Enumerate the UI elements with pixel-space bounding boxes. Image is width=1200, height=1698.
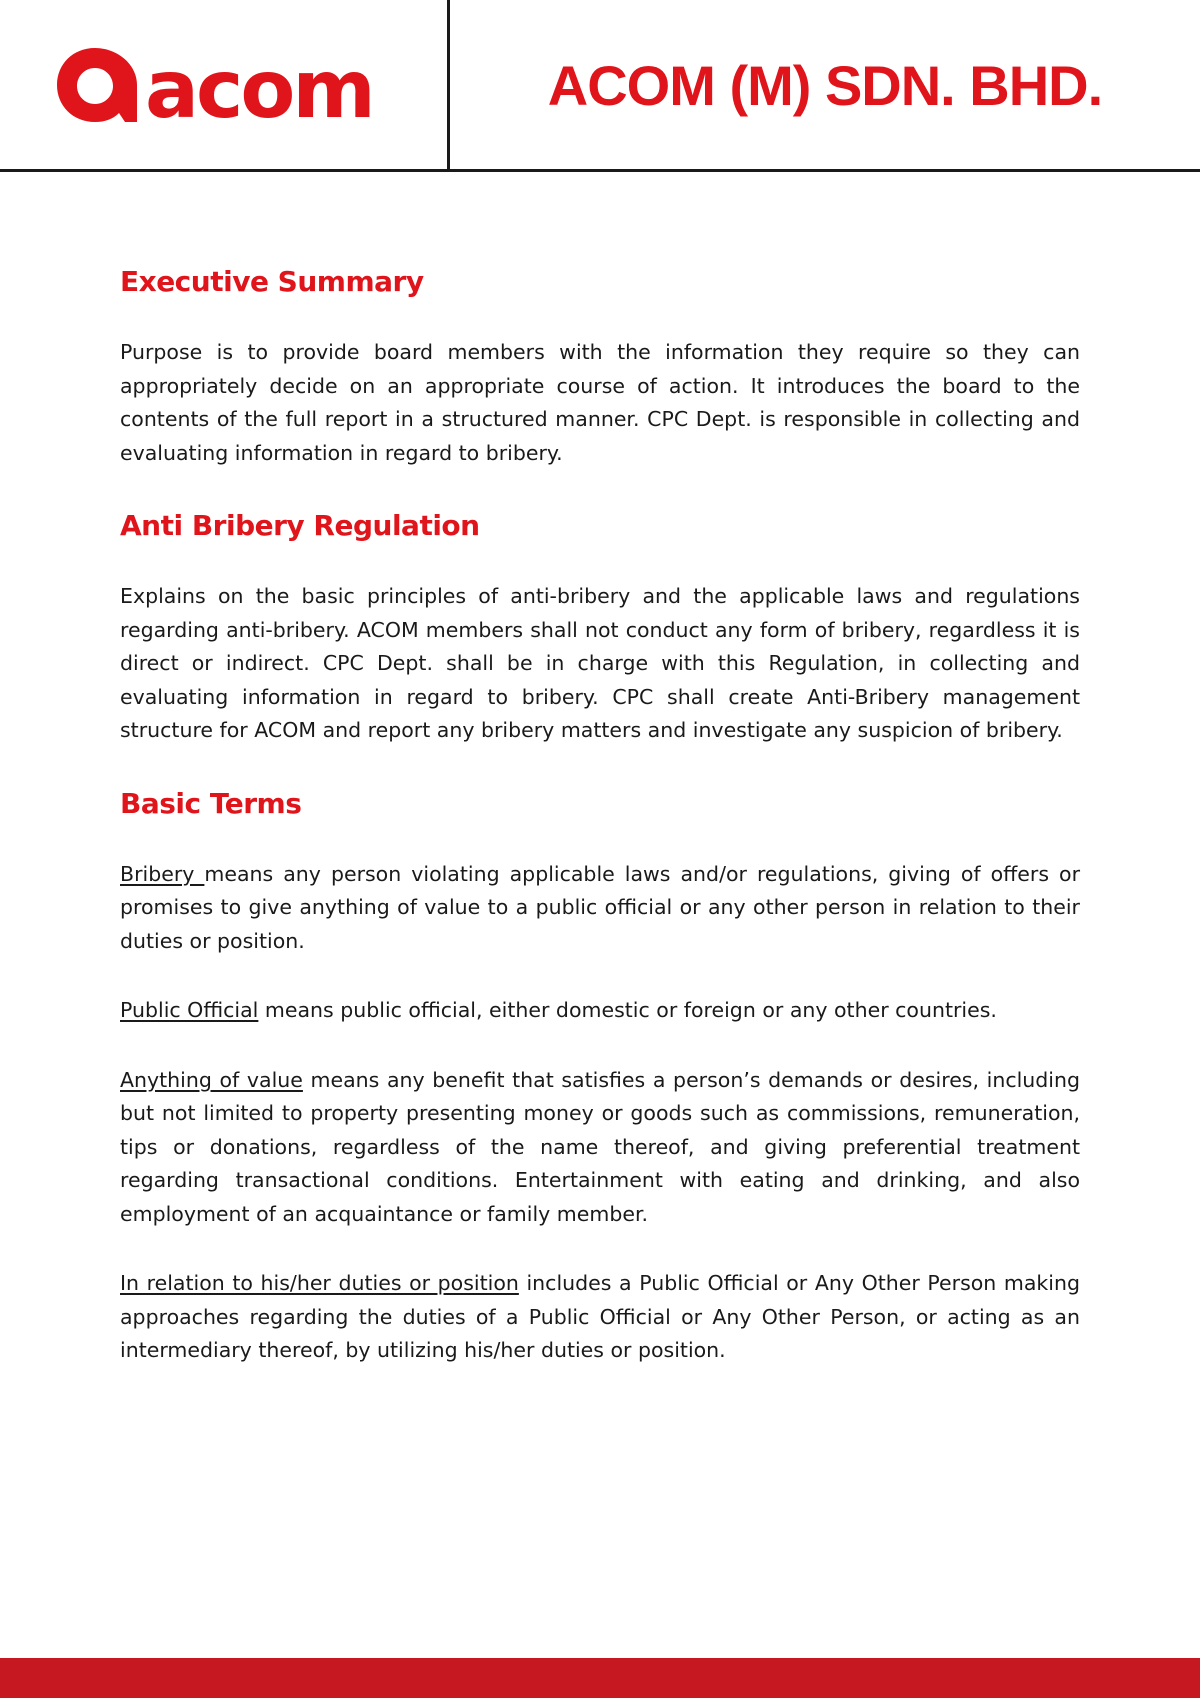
- definition-anything-of-value: means any benefit that satisfies a person’s demands or desires, including but not limited to property presenting money or goods such as commissions, remuneration, tips or donations, regardless of the name thereof, and giving preferential treatment regarding transactional conditions. Entertainment with eating and drinking, and also employment of an acquaintance or family member.: [120, 1067, 1080, 1226]
- section-heading-anti-bribery-regulation: Anti Bribery Regulation: [120, 509, 480, 542]
- term-duties-or-position: In relation to his/her duties or position: [120, 1271, 519, 1295]
- page-header: [0, 0, 1200, 172]
- definition-bribery: means any person violating applicable laws and/or regulations, giving of offers or promises to give anything of value to a public official or any other person in relation to their duties or position.: [120, 861, 1081, 953]
- term-anything-of-value: Anything of value: [120, 1067, 303, 1092]
- term-definition-public-official: [120, 994, 1080, 1028]
- term-definition-duties-or-position: [120, 1267, 1080, 1368]
- acom-logo-graphic: [55, 44, 405, 124]
- acom-logo: [55, 44, 405, 124]
- section-heading-executive-summary: Executive Summary: [120, 265, 424, 298]
- term-public-official: Public Official: [120, 998, 259, 1022]
- footer-bar: [0, 1658, 1200, 1698]
- definition-public-official: means public official, either domestic or foreign or any other countries.: [258, 998, 997, 1022]
- anti-bribery-paragraph: Explains on the basic principles of anti-bribery and the applicable laws and regulations regarding anti-bribery. ACOM members shall not conduct any form of bribery, regardless it is direct or indirect. CPC Dept. shall be in charge with this Regulation, in collecting and evaluating information in regard to bribery. CPC shall create Anti-Bribery management structure for ACOM and report any bribery matters and investigate any suspicion of bribery.: [120, 584, 1080, 742]
- term-definition-anything-of-value: [120, 1064, 1080, 1232]
- executive-summary-paragraph: Purpose is to provide board members with the information they require so they can appropriately decide on an appropriate course of action. It introduces the board to the contents of the full report in a structured manner. CPC Dept. is responsible in collecting and evaluating information in regard to bribery.: [120, 340, 1080, 465]
- term-definition-bribery: [120, 858, 1080, 959]
- section-heading-basic-terms: Basic Terms: [120, 786, 302, 820]
- company-name: ACOM (M) SDN. BHD.: [547, 54, 1103, 117]
- term-bribery: Bribery: [120, 861, 205, 886]
- logo-wordmark: acom: [145, 44, 373, 124]
- definition-duties-or-position: includes a Public Official or Any Other Person making approaches regarding the duties of a Public Official or Any Other Person, or acting as an intermediary thereof, by utilizing his/her duties or position.: [120, 1271, 1080, 1362]
- document-body: [120, 262, 1080, 1404]
